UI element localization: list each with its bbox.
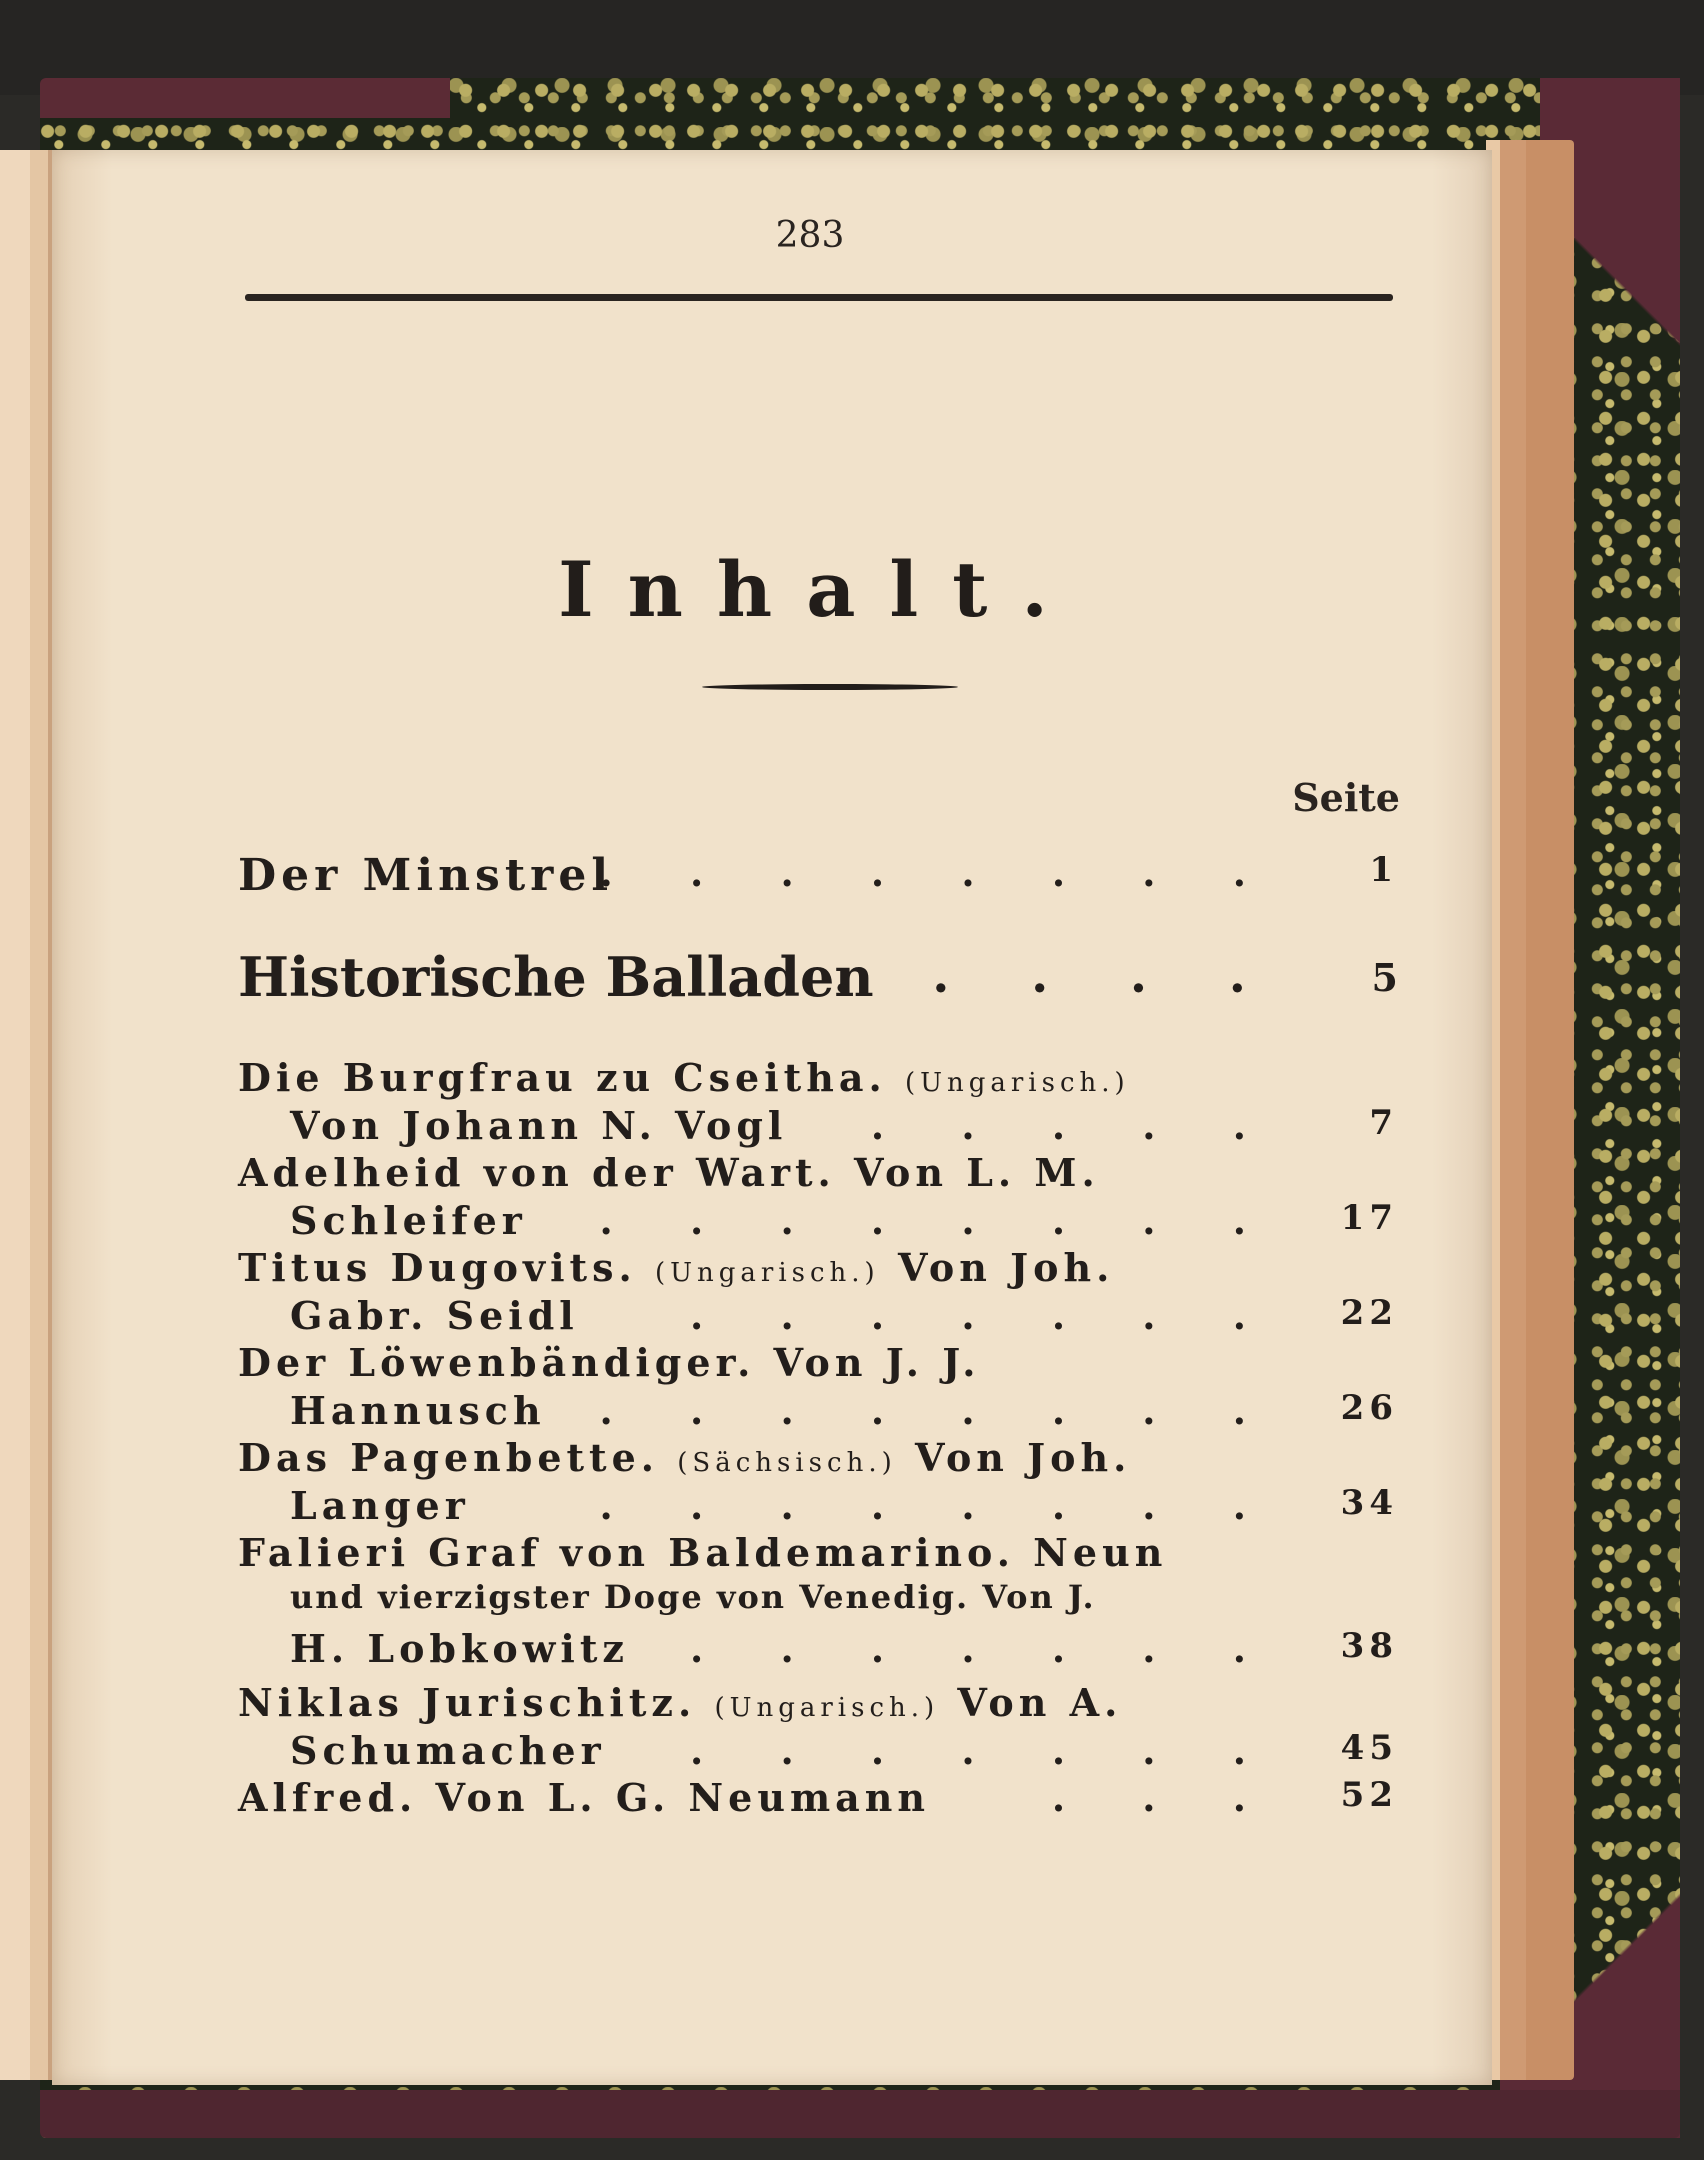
toc-entry: [238, 1775, 1398, 1823]
toc-line: [238, 945, 1398, 1025]
toc-line: [238, 850, 1398, 910]
toc-line: [238, 1150, 1398, 1198]
entry-title: Adelheid von der Wart. Von L. M.: [238, 1150, 1100, 1195]
leader-dots: . . . . . . . .: [599, 850, 1278, 895]
leader-dots: . . .: [1051, 1775, 1278, 1820]
toc-line: [238, 1728, 1398, 1776]
toc-line: [238, 1680, 1398, 1728]
leader-dots: . . . . .: [833, 945, 1278, 1004]
toc-line: [238, 1245, 1398, 1293]
page-number: 283: [775, 215, 845, 256]
toc-line: [238, 1103, 1398, 1151]
toc-line: [238, 1435, 1398, 1483]
entry-page: 38: [1340, 1626, 1398, 1666]
toc-entry: [238, 1340, 1398, 1436]
entry-page: 1: [1369, 850, 1398, 890]
toc-line: [238, 1578, 1398, 1626]
title-rule: [702, 684, 958, 690]
toc-entry: [238, 1245, 1398, 1341]
page-edges: [1486, 140, 1574, 2080]
entry-title: Der Minstrel: [238, 850, 614, 901]
entry-title: Der Löwenbändiger. Von J. J.: [238, 1340, 981, 1385]
toc-entry: [238, 1435, 1398, 1531]
toc-line: [238, 1388, 1398, 1436]
leader-dots: . . . . . . . .: [599, 1483, 1278, 1528]
toc-line: [238, 1775, 1398, 1823]
entry-author: Gabr. Seidl: [290, 1293, 579, 1338]
entry-page: 7: [1369, 1103, 1398, 1143]
entry-page: 34: [1340, 1483, 1398, 1523]
column-header-page: Seite: [1292, 775, 1400, 820]
entry-page: 26: [1340, 1388, 1398, 1428]
entry-page: 17: [1340, 1198, 1398, 1238]
toc-line: [238, 1055, 1398, 1103]
leader-dots: . . . . .: [870, 1103, 1278, 1148]
toc-line: [238, 1340, 1398, 1388]
entry-author: Hannusch: [290, 1388, 546, 1433]
entry-author: Langer: [290, 1483, 470, 1528]
entry-title: Die Burgfrau zu Cseitha. (Ungarisch.): [238, 1055, 1130, 1100]
entry-title: Titus Dugovits. (Ungarisch.) Von Joh.: [238, 1245, 1115, 1290]
header-rule: [245, 294, 1393, 301]
entry-page: 52: [1340, 1775, 1398, 1815]
cover-binding-top: [40, 78, 450, 118]
toc-entry: [238, 1680, 1398, 1776]
toc-line: [238, 1530, 1398, 1578]
entry-author: Schumacher: [290, 1728, 606, 1773]
toc-entry: [238, 1530, 1398, 1674]
toc-entry: [238, 1150, 1398, 1246]
toc-line: [238, 1198, 1398, 1246]
cover-binding-bottom: [40, 2090, 1680, 2138]
toc-line: [238, 1483, 1398, 1531]
toc-entry: [238, 850, 1398, 910]
entry-title: Das Pagenbette. (Sächsisch.) Von Joh.: [238, 1435, 1132, 1480]
entry-author: H. Lobkowitz: [290, 1626, 629, 1671]
toc-entry: [238, 1055, 1398, 1151]
toc-section: [238, 945, 1398, 1025]
entry-page: 45: [1340, 1728, 1398, 1768]
entry-title-cont: und vierzigster Doge von Venedig. Von J.: [290, 1578, 1096, 1616]
leader-dots: . . . . . . .: [690, 1626, 1278, 1671]
section-title: Historische Balladen: [238, 945, 874, 1009]
toc-line: [238, 1293, 1398, 1341]
leader-dots: . . . . . . . .: [599, 1198, 1278, 1243]
entry-title: Falieri Graf von Baldemarino. Neun: [238, 1530, 1168, 1575]
entry-title: Alfred. Von L. G. Neumann: [238, 1775, 931, 1820]
leader-dots: . . . . . . .: [690, 1728, 1278, 1773]
entry-page: 22: [1340, 1293, 1398, 1333]
entry-author: Von Johann N. Vogl: [290, 1103, 788, 1148]
page-title: Inhalt.: [558, 545, 1082, 634]
entry-title: Niklas Jurischitz. (Ungarisch.) Von A.: [238, 1680, 1123, 1725]
toc-line: [238, 1626, 1398, 1674]
entry-author: Schleifer: [290, 1198, 527, 1243]
entry-page: 5: [1371, 955, 1398, 1000]
leader-dots: . . . . . . .: [690, 1293, 1278, 1338]
leader-dots: . . . . . . . .: [599, 1388, 1278, 1433]
